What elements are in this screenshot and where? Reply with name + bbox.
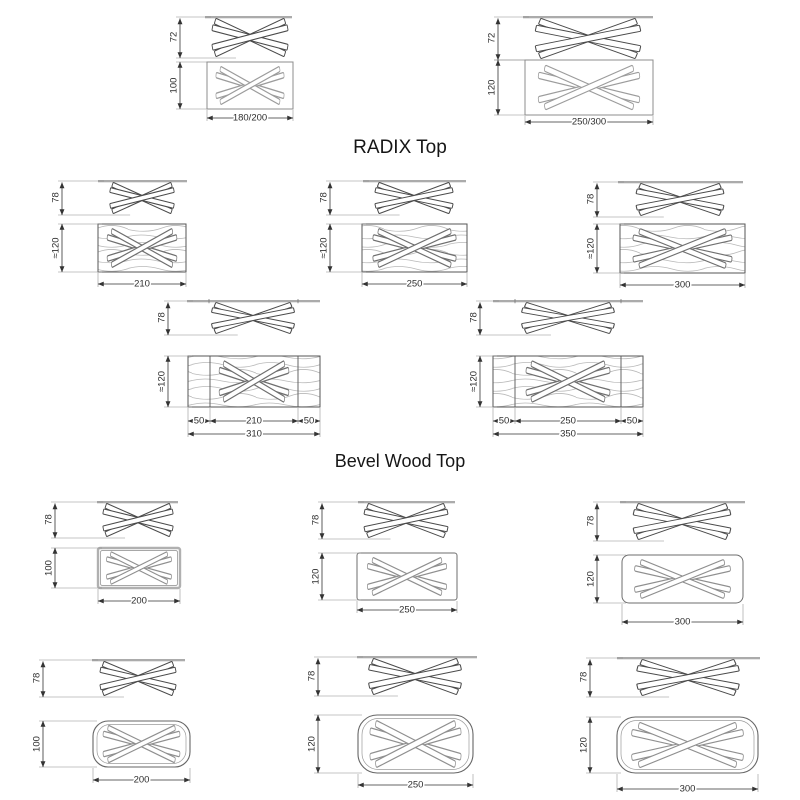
width-dim-label: 180/200 xyxy=(232,112,268,124)
side-view xyxy=(44,501,179,538)
depth-dim-label: 120 xyxy=(585,571,597,587)
crossed-legs-side-icon xyxy=(522,302,615,333)
figure-bevel_round_250 xyxy=(307,656,478,791)
table-top-slab xyxy=(618,181,743,183)
height-dim-label: 78 xyxy=(468,312,480,323)
width-dim-label: 250 xyxy=(406,278,423,290)
side-view xyxy=(586,501,746,541)
table-top-slab xyxy=(523,16,653,18)
depth-dim-label: 100 xyxy=(31,736,43,752)
depth-dim-label: 120 xyxy=(578,737,590,753)
depth-dim-label: ≈120 xyxy=(585,237,597,260)
side-view xyxy=(586,181,744,217)
depth-dim-label: ≈120 xyxy=(468,370,480,393)
side-view xyxy=(311,501,456,539)
height-dim-label: 72 xyxy=(168,31,180,43)
plan-view xyxy=(487,60,654,128)
plan-view xyxy=(32,721,191,786)
height-dim-label: 78 xyxy=(578,671,590,683)
ext-width-label: 50 xyxy=(498,415,510,427)
width-dim-label: 250 xyxy=(399,604,415,616)
side-view xyxy=(307,656,478,696)
height-dim-label: 78 xyxy=(306,670,318,682)
center-width-label: 250 xyxy=(560,415,576,427)
figure-bevel_300 xyxy=(586,501,746,628)
table-top-slab xyxy=(620,501,745,503)
crossed-legs-side-icon xyxy=(369,658,462,694)
figure-radix_350 xyxy=(469,299,644,440)
side-view xyxy=(169,16,293,58)
height-dim-label: 78 xyxy=(585,515,597,527)
width-dim-label: 300 xyxy=(679,783,696,795)
total-width-label: 350 xyxy=(560,428,576,440)
plan-view xyxy=(469,356,644,440)
center-width-label: 210 xyxy=(246,415,262,427)
table-top-slab xyxy=(363,180,466,182)
table-top-slab xyxy=(358,501,455,503)
plan-view xyxy=(586,224,746,291)
crossed-legs-side-icon xyxy=(637,659,740,695)
width-dim-label: 300 xyxy=(674,616,691,628)
crossed-legs-side-icon xyxy=(211,302,294,333)
height-dim-label: 78 xyxy=(156,312,168,323)
width-dim-label: 250/300 xyxy=(571,116,607,128)
figure-bevel_200 xyxy=(44,501,181,607)
crossed-legs-side-icon xyxy=(212,18,288,56)
figure-radix_210 xyxy=(51,180,188,290)
plan-view xyxy=(319,224,468,290)
plan-view xyxy=(51,224,187,290)
depth-dim-label: 120 xyxy=(486,79,498,96)
crossed-legs-side-icon xyxy=(375,182,453,213)
depth-dim-label: 100 xyxy=(168,77,180,94)
side-view xyxy=(32,659,186,697)
crossed-legs-side-icon xyxy=(364,503,448,537)
crossed-legs-side-icon xyxy=(535,18,641,58)
crossed-legs-side-icon xyxy=(103,503,173,536)
height-dim-label: 78 xyxy=(50,192,62,203)
figure-radix_300 xyxy=(586,181,746,291)
table-top-slab xyxy=(205,16,292,18)
side-view xyxy=(487,16,654,60)
plan-view xyxy=(169,62,294,124)
crossed-legs-side-icon xyxy=(633,503,731,539)
figure-radix_310 xyxy=(157,299,321,440)
figure-bevel_round_300 xyxy=(579,657,761,795)
side-view xyxy=(469,299,644,335)
width-dim-label: 300 xyxy=(674,279,691,291)
height-dim-label: 78 xyxy=(585,193,597,205)
depth-dim-label: 120 xyxy=(306,736,318,752)
plan-view xyxy=(311,553,458,616)
section-title-radix: RADIX Top xyxy=(353,137,447,158)
side-view xyxy=(51,180,188,215)
height-dim-label: 72 xyxy=(486,32,498,44)
table-top-slab xyxy=(187,300,320,302)
depth-dim-label: 100 xyxy=(43,560,55,576)
section-title-bevel: Bevel Wood Top xyxy=(334,451,466,471)
width-dim-label: 200 xyxy=(133,774,150,786)
height-dim-label: 78 xyxy=(318,192,330,203)
width-dim-label: 200 xyxy=(131,595,147,607)
figure-top_b xyxy=(487,16,654,128)
crossed-legs-side-icon xyxy=(636,183,724,215)
side-view xyxy=(157,299,321,335)
crossed-legs-side-icon xyxy=(100,661,176,695)
height-dim-label: 78 xyxy=(31,672,43,684)
plan-view xyxy=(307,715,474,791)
ext-width-label: 50 xyxy=(303,415,315,427)
table-top-slab xyxy=(617,657,760,659)
height-dim-label: 78 xyxy=(43,514,55,525)
plan-view xyxy=(157,356,321,440)
plan-view xyxy=(579,717,759,795)
figure-radix_250 xyxy=(319,180,468,290)
table-top-slab xyxy=(92,659,185,661)
table-top-slab xyxy=(357,656,477,658)
plan-view xyxy=(586,555,744,628)
crossed-legs-side-icon xyxy=(110,182,175,213)
table-top-slab xyxy=(493,300,643,302)
side-view xyxy=(319,180,467,215)
depth-dim-label: ≈120 xyxy=(318,237,330,259)
depth-dim-label: 120 xyxy=(310,568,322,585)
ext-width-label: 50 xyxy=(626,415,638,427)
depth-dim-label: ≈120 xyxy=(156,370,168,393)
ext-width-label: 50 xyxy=(193,415,205,427)
width-dim-label: 250 xyxy=(407,779,424,791)
height-dim-label: 78 xyxy=(310,514,322,526)
width-dim-label: 210 xyxy=(134,278,150,290)
figure-bevel_250 xyxy=(311,501,458,616)
side-view xyxy=(579,657,761,697)
table-top-slab xyxy=(97,501,178,503)
plan-view xyxy=(44,548,181,607)
table-top-slab xyxy=(98,180,187,182)
figure-top_a xyxy=(169,16,294,124)
figure-bevel_round_200 xyxy=(32,659,191,786)
total-width-label: 310 xyxy=(246,428,262,440)
depth-dim-label: ≈120 xyxy=(50,237,62,259)
